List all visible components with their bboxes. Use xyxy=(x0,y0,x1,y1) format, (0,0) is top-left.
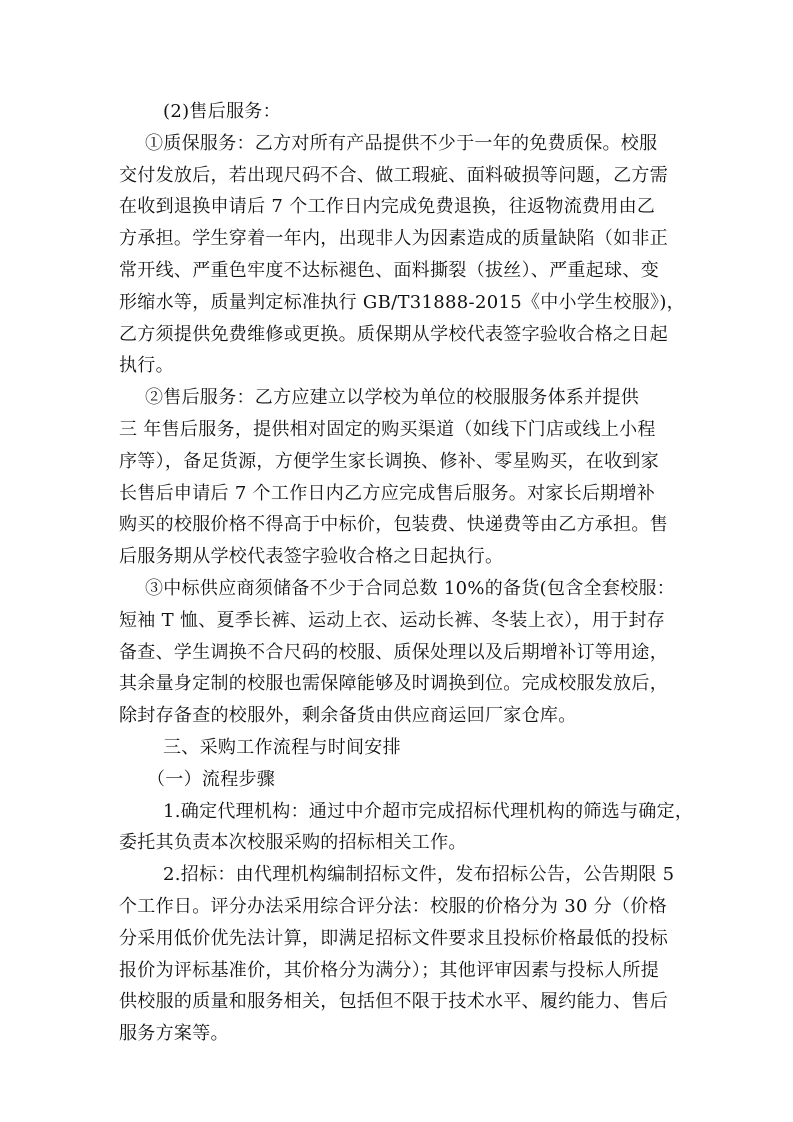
paragraph-step2-line-2: 个工作日。评分办法采用综合评分法：校服的价格分为 30 分（价格 xyxy=(119,895,667,917)
paragraph-service-line-4: 长售后申请后 7 个工作日内乙方应完成售后服务。对家长后期增补 xyxy=(119,482,656,504)
section-heading-process: 三、采购工作流程与时间安排 xyxy=(163,736,401,758)
section-heading-after-sales: (2)售后服务： xyxy=(163,101,281,122)
paragraph-stock-line-1: ③中标供应商须储备不少于合同总数 10%的备货(包含全套校服： xyxy=(145,577,676,599)
paragraph-step2-line-5: 供校服的质量和服务相关，包括但不限于技术水平、履约能力、售后 xyxy=(119,991,668,1013)
paragraph-warranty-line-4: 方承担。学生穿着一年内，出现非人为因素造成的质量缺陷（如非正 xyxy=(119,228,668,250)
paragraph-service-line-3: 序等），备足货源，方便学生家长调换、修补、零星购买，在收到家 xyxy=(119,450,659,472)
paragraph-warranty-line-6: 形缩水等，质量判定标准执行 GB/T31888-2015《中小学生校服》)， xyxy=(119,291,685,313)
paragraph-warranty-line-7: 乙方须提供免费维修或更换。质保期从学校代表签字验收合格之日起 xyxy=(119,323,668,345)
paragraph-warranty-line-2: 交付发放后，若出现尺码不合、做工瑕疵、面料破损等问题，乙方需 xyxy=(119,164,668,186)
paragraph-step1-line-1: 1.确定代理机构：通过中介超市完成招标代理机构的筛选与确定， xyxy=(163,800,694,822)
paragraph-stock-line-5: 除封存备查的校服外，剩余备货由供应商运回厂家仓库。 xyxy=(119,705,577,727)
paragraph-warranty-line-5: 常开线、严重色牢度不达标褪色、面料撕裂（拔丝）、严重起球、变 xyxy=(119,259,659,281)
document-body xyxy=(119,96,694,1050)
paragraph-warranty-line-1: ①质保服务：乙方对所有产品提供不少于一年的免费质保。校服 xyxy=(145,132,658,154)
paragraph-service-line-1: ②售后服务：乙方应建立以学校为单位的校服服务体系并提供 xyxy=(145,387,640,409)
paragraph-stock-line-3: 备查、学生调换不合尺码的校服、质保处理以及后期增补订等用途， xyxy=(119,641,668,663)
paragraph-warranty-line-8: 执行。 xyxy=(119,355,174,377)
paragraph-service-line-6: 后服务期从学校代表签字验收合格之日起执行。 xyxy=(119,546,504,568)
paragraph-step1-line-2: 委托其负责本次校服采购的招标相关工作。 xyxy=(119,832,467,854)
paragraph-step2-line-1: 2.招标：由代理机构编制招标文件，发布招标公告，公告期限 5 xyxy=(163,864,675,886)
paragraph-step2-line-4: 报价为评标基准价，其价格分为满分）；其他评审因素与投标人所提 xyxy=(119,959,659,981)
paragraph-service-line-2: 三 年售后服务，提供相对固定的购买渠道（如线下门店或线上小程 xyxy=(119,418,656,440)
paragraph-stock-line-2: 短袖 T 恤、夏季长裤、运动上衣、运动长裤、冬装上衣），用于封存 xyxy=(119,609,666,631)
paragraph-warranty-line-3: 在收到退换申请后 7 个工作日内完成免费退换，往返物流费用由乙 xyxy=(119,196,656,218)
paragraph-step2-line-3: 分采用低价优先法计算，即满足招标文件要求且投标价格最低的投标 xyxy=(119,927,668,949)
paragraph-stock-line-4: 其余量身定制的校服也需保障能够及时调换到位。完成校服发放后， xyxy=(119,673,668,695)
paragraph-service-line-5: 购买的校服价格不得高于中标价，包装费、快递费等由乙方承担。售 xyxy=(119,514,668,536)
subsection-heading-steps: （一）流程步骤 xyxy=(147,768,276,790)
paragraph-step2-line-6: 服务方案等。 xyxy=(119,1023,229,1045)
